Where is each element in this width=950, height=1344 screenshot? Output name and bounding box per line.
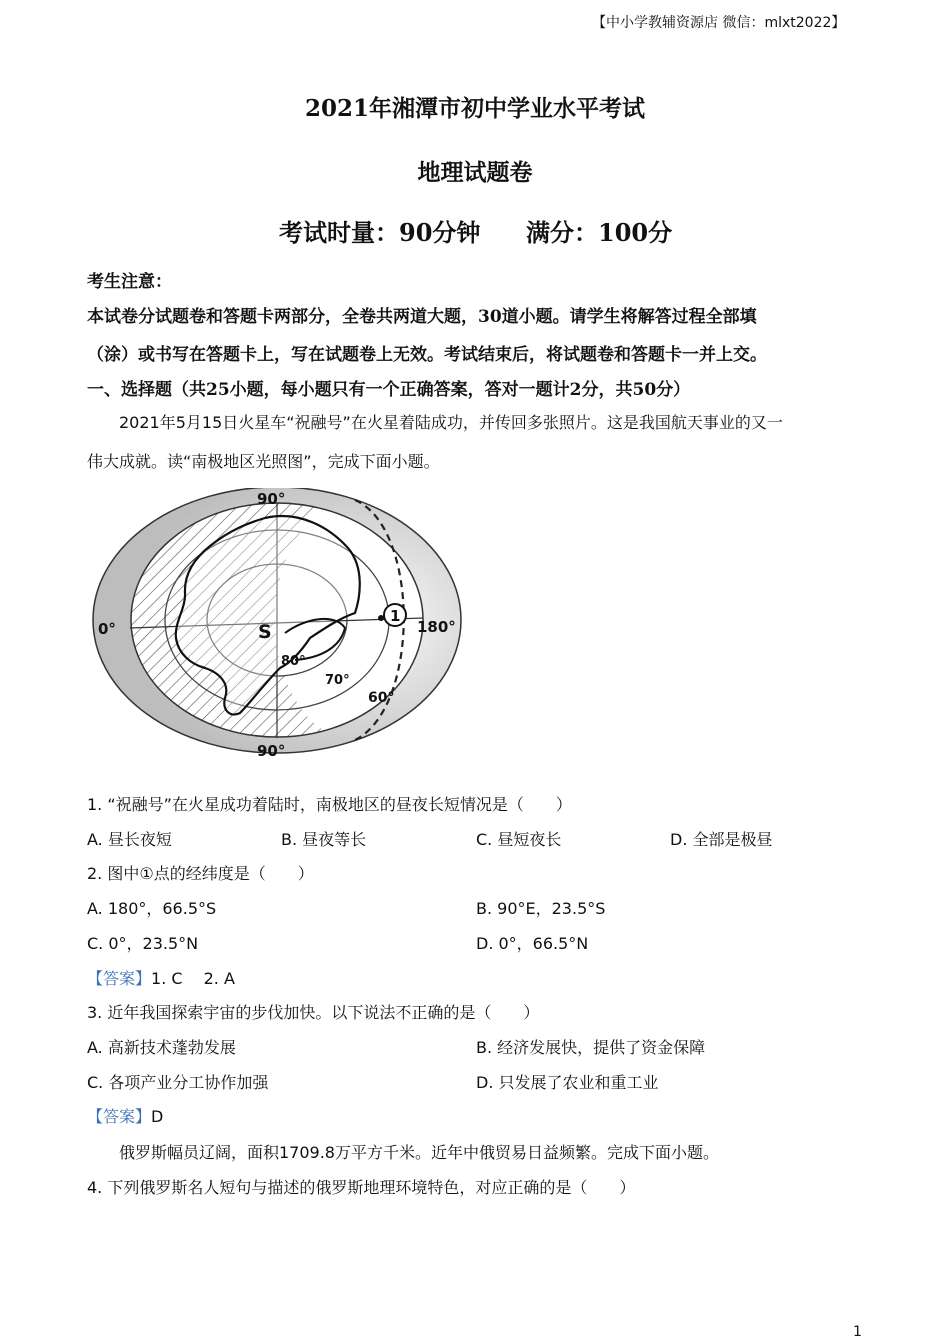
point-1-label: 1 [390, 607, 401, 625]
q1-option-d[interactable]: D. 全部是极昼 [670, 830, 773, 849]
intro-1-line-2: 伟大成就。读“南极地区光照图”，完成下面小题。 [87, 452, 440, 471]
q3-option-c[interactable]: C. 各项产业分工协作加强 [87, 1073, 269, 1092]
answer-1-tag: 【答案】 [87, 969, 152, 988]
exam-title: 2021年湘潭市初中学业水平考试 [304, 95, 645, 122]
notice-heading: 考生注意： [87, 272, 172, 292]
exam-time: 考试时量：90分钟 [279, 218, 481, 247]
q3-option-d[interactable]: D. 只发展了农业和重工业 [476, 1073, 659, 1092]
paper-subtitle: 地理试题卷 [417, 159, 533, 186]
intro-2: 俄罗斯幅员辽阔，面积1709.8万平方千米。近年中俄贸易日益频繁。完成下面小题。 [119, 1143, 719, 1162]
notice-line-1: 本试卷分试题卷和答题卡两部分，全卷共两道大题，30道小题。请学生将解答过程全部填 [87, 307, 757, 327]
question-4-stem: 4. 下列俄罗斯名人短句与描述的俄罗斯地理环境特色，对应正确的是（ ） [87, 1178, 636, 1197]
label-lat-80: 80° [281, 654, 306, 669]
q1-option-c[interactable]: C. 昼短夜长 [476, 830, 562, 849]
section-1-heading: 一、选择题（共25小题，每小题只有一个正确答案，答对一题计2分，共50分） [87, 380, 691, 400]
label-lat-70: 70° [325, 673, 350, 688]
page-number: 1 [853, 1324, 862, 1340]
intro-1-line-1: 2021年5月15日火星车“祝融号”在火星着陆成功，并传回多张照片。这是我国航天事业的又一 [119, 413, 783, 432]
q2-option-a[interactable]: A. 180°，66.5°S [87, 899, 217, 918]
q1-option-b[interactable]: B. 昼夜等长 [281, 830, 367, 849]
antarctic-illumination-map [90, 488, 480, 763]
notice-line-2: （涂）或书写在答题卡上，写在试题卷上无效。考试结束后，将试题卷和答题卡一并上交。 [87, 345, 767, 365]
label-top: 90° [257, 490, 286, 508]
label-left: 0° [98, 620, 116, 638]
answer-2 [87, 1104, 163, 1127]
label-lat-60: 60° [368, 690, 395, 706]
header-note: 【中小学教辅资源店 微信：mlxt2022】 [592, 15, 846, 31]
answer-2-tag: 【答案】 [87, 1107, 152, 1126]
answer-1 [87, 966, 235, 989]
question-2-stem: 2. 图中①点的经纬度是（ ） [87, 864, 314, 883]
q2-option-c[interactable]: C. 0°，23.5°N [87, 934, 199, 953]
q3-option-b[interactable]: B. 经济发展快，提供了资金保障 [476, 1038, 706, 1057]
answer-2-text: D [151, 1107, 164, 1126]
q2-option-b[interactable]: B. 90°E，23.5°S [476, 899, 606, 918]
label-south-pole: S [258, 621, 272, 643]
q2-option-d[interactable]: D. 0°，66.5°N [476, 934, 589, 953]
label-bottom: 90° [257, 742, 286, 760]
answer-1-text: 1. C 2. A [151, 969, 235, 988]
question-1-stem: 1. “祝融号”在火星成功着陆时，南极地区的昼夜长短情况是（ ） [87, 795, 572, 814]
q3-option-a[interactable]: A. 高新技术蓬勃发展 [87, 1038, 236, 1057]
q1-option-a[interactable]: A. 昼长夜短 [87, 830, 172, 849]
full-score: 满分：100分 [526, 218, 673, 247]
question-3-stem: 3. 近年我国探索宇宙的步伐加快。以下说法不正确的是（ ） [87, 1003, 540, 1022]
label-right: 180° [417, 618, 456, 636]
point-1-dot [378, 615, 384, 621]
